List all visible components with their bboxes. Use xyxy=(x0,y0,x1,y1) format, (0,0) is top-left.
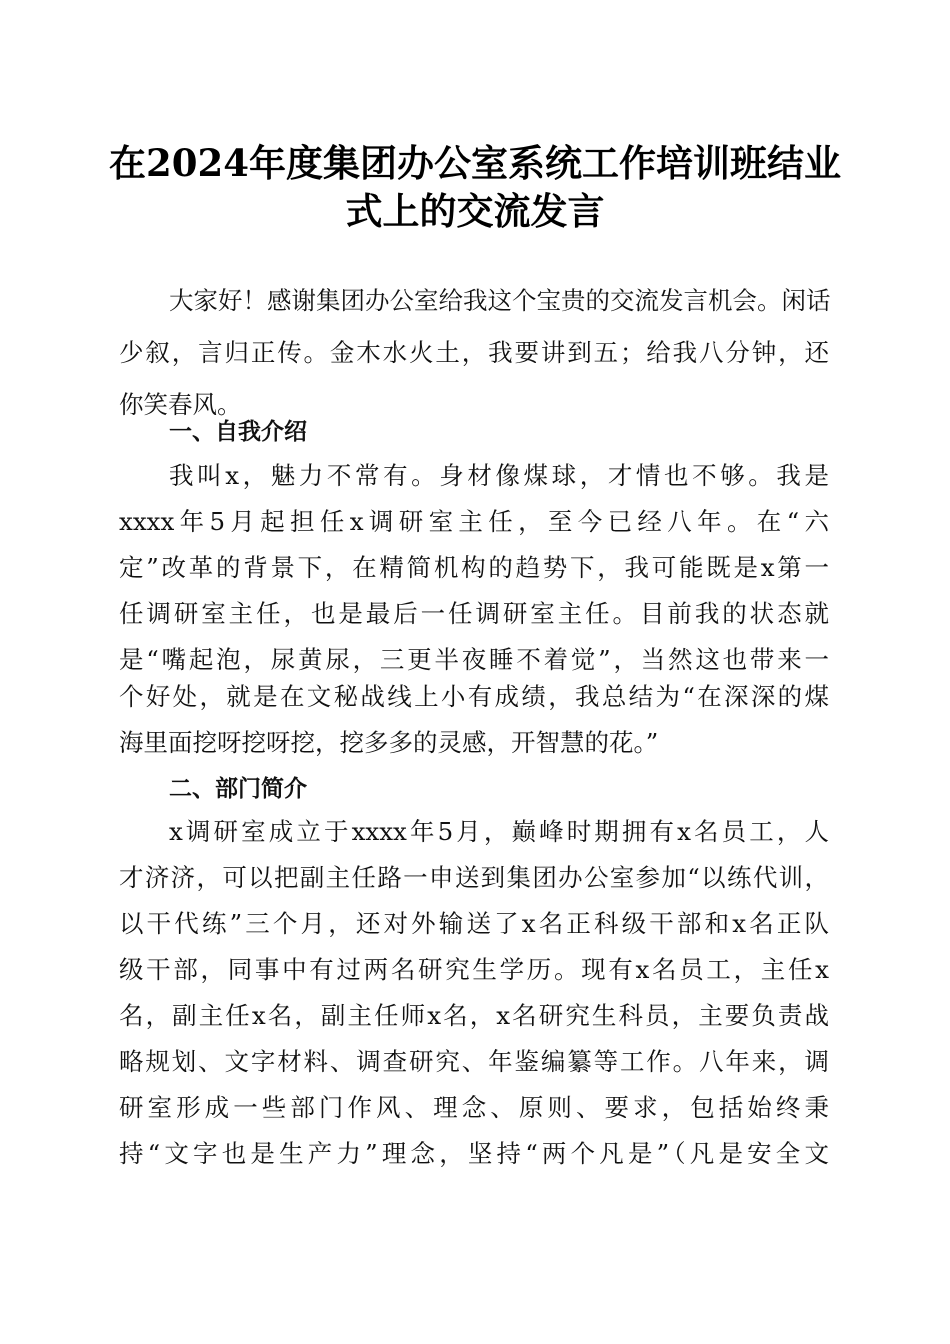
paragraph-line: 个好处，就是在文秘战线上小有成绩，我总结为“在深深的煤 xyxy=(119,682,829,711)
document-title-line-1: 在2024年度集团办公室系统工作培训班结业 xyxy=(109,141,841,185)
document-title-line-2: 式上的交流发言 xyxy=(345,189,605,233)
paragraph-line: 以干代练”三个月，还对外输送了x名正科级干部和x名正队 xyxy=(119,909,829,938)
paragraph-line: 才济济，可以把副主任路一申送到集团办公室参加“以练代训， xyxy=(119,863,829,892)
paragraph-line: 我叫x，魅力不常有。身材像煤球，才情也不够。我是 xyxy=(169,461,829,490)
paragraph-line: 持“文字也是生产力”理念，坚持“两个凡是”（凡是安全文 xyxy=(119,1139,829,1168)
paragraph-line: 海里面挖呀挖呀挖，挖多多的灵感，开智慧的花。” xyxy=(119,728,659,757)
section-heading-dept-intro: 二、部门简介 xyxy=(169,776,307,802)
paragraph-line: 略规划、文字材料、调查研究、年鉴编纂等工作。八年来，调 xyxy=(119,1047,829,1076)
intro-line: 大家好！感谢集团办公室给我这个宝贵的交流发言机会。闲话 xyxy=(169,286,831,315)
paragraph-line: 名，副主任x名，副主任师x名，x名研究生科员，主要负责战 xyxy=(119,1001,829,1030)
paragraph-line: 级干部，同事中有过两名研究生学历。现有x名员工，主任x xyxy=(119,955,829,984)
paragraph-line: x调研室成立于xxxx年5月，巅峰时期拥有x名员工，人 xyxy=(169,817,829,846)
intro-line: 你笑春风。 xyxy=(119,390,242,419)
section-heading-self-intro: 一、自我介绍 xyxy=(169,419,307,445)
paragraph-line: 定”改革的背景下，在精简机构的趋势下，我可能既是x第一 xyxy=(119,553,829,582)
paragraph-line: 研室形成一些部门作风、理念、原则、要求，包括始终秉 xyxy=(119,1093,829,1122)
intro-line: 少叙，言归正传。金木水火土，我要讲到五；给我八分钟，还 xyxy=(119,338,829,367)
paragraph-line: 是“嘴起泡，尿黄尿，三更半夜睡不着觉”，当然这也带来一 xyxy=(119,645,829,674)
paragraph-line: xxxx年5月起担任x调研室主任，至今已经八年。在“六 xyxy=(119,507,829,536)
paragraph-line: 任调研室主任，也是最后一任调研室主任。目前我的状态就 xyxy=(119,599,829,628)
